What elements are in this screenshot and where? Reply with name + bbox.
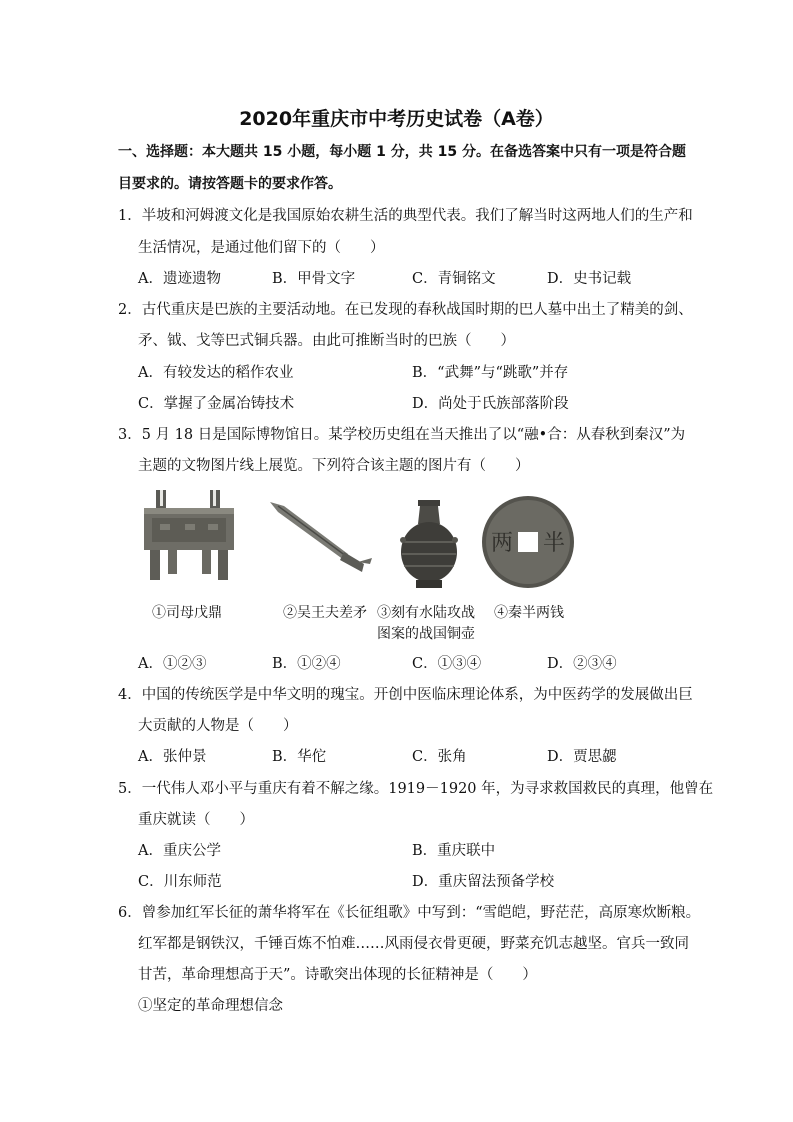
- question-1-option-c: C．青铜铭文: [412, 271, 496, 287]
- question-3-option-d: D．②③④: [547, 656, 617, 672]
- question-4-option-b: B．华佗: [272, 749, 327, 765]
- question-5-option-c: C．川东师范: [138, 874, 222, 890]
- question-1-stem-line1: 1．半坡和河姆渡文化是我国原始农耕生活的典型代表。我们了解当时这两地人们的生产和: [118, 208, 693, 224]
- fuchai-spear-image: [264, 498, 374, 578]
- question-4-option-d: D．贾思勰: [547, 749, 617, 765]
- question-3-option-a: A．①②③: [138, 656, 207, 672]
- question-1-option-b: B．甲骨文字: [272, 271, 356, 287]
- question-6-item-1: ①坚定的革命理想信念: [138, 998, 283, 1014]
- figure-1-caption: ①司母戊鼎: [152, 605, 222, 621]
- page-title: 2020年重庆市中考历史试卷（A卷）: [239, 108, 554, 130]
- question-5-option-b: B．重庆联中: [412, 843, 496, 859]
- question-1-stem-line2: 生活情况，是通过他们留下的（ ）: [138, 240, 385, 256]
- question-2-option-d: D．尚处于氏族部落阶段: [412, 396, 569, 412]
- question-5-stem-line2: 重庆就读（ ）: [138, 812, 254, 828]
- question-2-option-a: A．有较发达的稻作农业: [138, 365, 294, 381]
- question-4-stem-line1: 4．中国的传统医学是中华文明的瑰宝。开创中医临床理论体系，为中医药学的发展做出巨: [118, 687, 693, 703]
- simuwu-ding-image: [140, 488, 240, 584]
- question-2-stem-line2: 矛、钺、戈等巴式铜兵器。由此可推断当时的巴族（ ）: [138, 333, 515, 349]
- figure-3-caption-line2: 图案的战国铜壶: [377, 626, 475, 642]
- question-4-stem-line2: 大贡献的人物是（ ）: [138, 718, 298, 734]
- question-6-stem-line2: 红军都是钢铁汉，千锤百炼不怕难……风雨侵衣骨更硬，野菜充饥志越坚。官兵一致同: [138, 936, 689, 952]
- question-4-option-c: C．张角: [412, 749, 467, 765]
- question-5-option-a: A．重庆公学: [138, 843, 221, 859]
- question-4-option-a: A．张仲景: [138, 749, 207, 765]
- coin-character-right: 半: [542, 531, 566, 556]
- question-3-option-c: C．①③④: [412, 656, 482, 672]
- figure-4-caption: ④秦半两钱: [494, 605, 564, 621]
- section-instruction-line1: 一、选择题：本大题共 15 小题，每小题 1 分，共 15 分。在备选答案中只有一项是符合题: [118, 144, 686, 160]
- question-1-option-a: A．遗迹遗物: [138, 271, 221, 287]
- figure-2-caption: ②吴王夫差矛: [283, 605, 367, 621]
- bronze-hu-vessel-image: [396, 496, 462, 592]
- question-2-option-b: B．“武舞”与“跳歌”并存: [412, 365, 569, 381]
- question-5-stem-line1: 5．一代伟人邓小平与重庆有着不解之缘。1919－1920 年，为寻求救国救民的真理，他曾在: [118, 781, 714, 797]
- question-3-stem-line2: 主题的文物图片线上展览。下列符合该主题的图片有（ ）: [138, 458, 530, 474]
- question-6-stem-line1: 6．曾参加红军长征的萧华将军在《长征组歌》中写到：“雪皑皑，野茫茫，高原寒炊断粮。: [118, 905, 701, 921]
- coin-character-left: 两: [490, 531, 514, 556]
- question-3-stem-line1: 3．5 月 18 日是国际博物馆日。某学校历史组在当天推出了以“融•合：从春秋到秦汉”为: [118, 427, 686, 443]
- banliang-coin-image: [480, 494, 576, 590]
- question-1-option-d: D．史书记载: [547, 271, 632, 287]
- question-2-stem-line1: 2．古代重庆是巴族的主要活动地。在已发现的春秋战国时期的巴人墓中出土了精美的剑、: [118, 302, 693, 318]
- section-instruction-line2: 目要求的。请按答题卡的要求作答。: [118, 176, 342, 192]
- figure-3-caption-line1: ③刻有水陆攻战: [377, 605, 475, 621]
- question-6-stem-line3: 甘苦，革命理想高于天”。诗歌突出体现的长征精神是（ ）: [138, 967, 537, 983]
- question-2-option-c: C．掌握了金属冶铸技术: [138, 396, 295, 412]
- question-3-option-b: B．①②④: [272, 656, 341, 672]
- question-5-option-d: D．重庆留法预备学校: [412, 874, 555, 890]
